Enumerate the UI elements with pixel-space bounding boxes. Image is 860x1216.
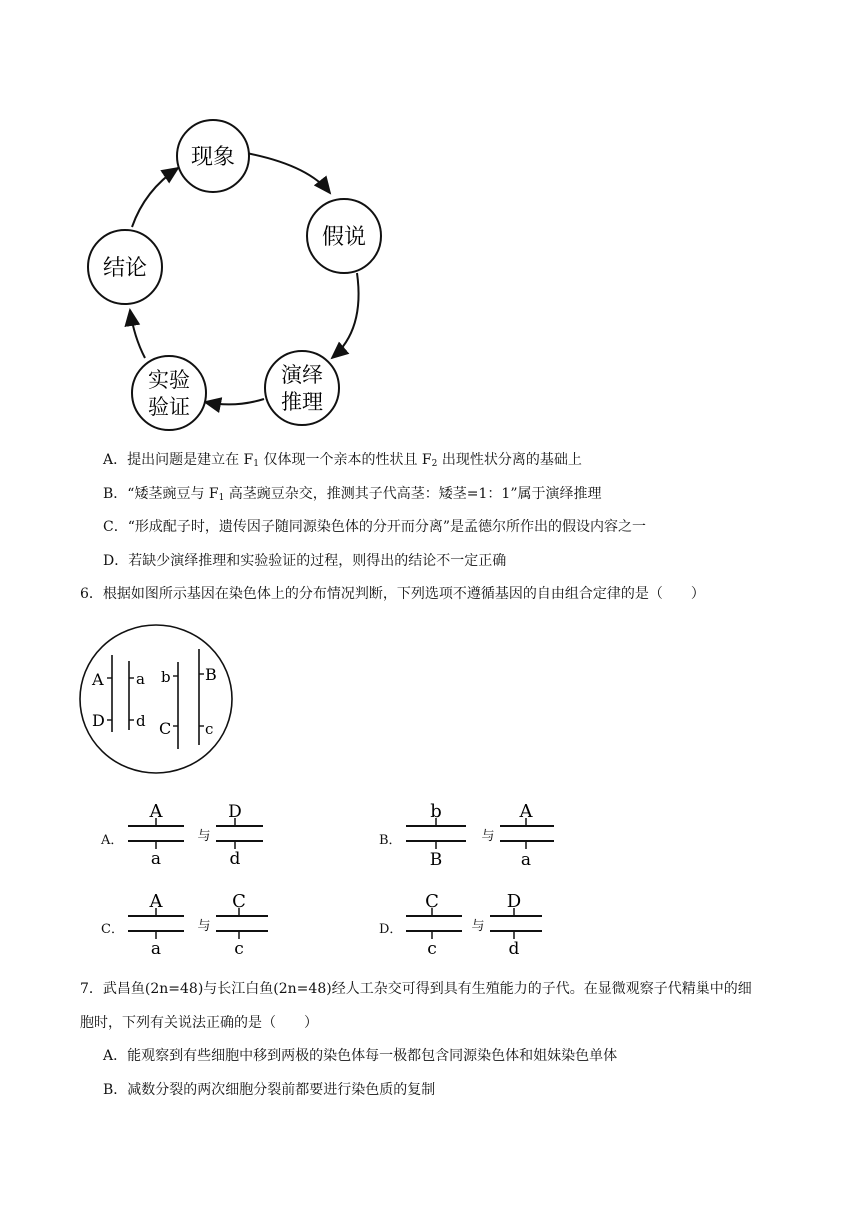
node-deduction xyxy=(265,351,339,425)
gene-label-A: A xyxy=(92,670,104,689)
gene-label-a: a xyxy=(136,670,145,688)
svg-text:B: B xyxy=(429,850,443,870)
gene-label-b: b xyxy=(161,668,171,686)
q6-option-c-label: C． xyxy=(101,922,124,937)
q6-cell-chromosome-diagram xyxy=(78,622,238,778)
svg-text:a: a xyxy=(520,850,532,870)
svg-text:推理: 推理 xyxy=(281,390,323,414)
svg-text:D: D xyxy=(228,802,242,822)
q6-option-a-diagram xyxy=(126,802,276,872)
svg-text:与: 与 xyxy=(481,829,495,844)
gene-label-d: d xyxy=(136,712,146,730)
node-phenomenon xyxy=(177,120,249,192)
node-conclusion xyxy=(88,230,162,304)
svg-text:A: A xyxy=(519,802,533,822)
svg-text:C: C xyxy=(425,891,439,912)
q7-stem-line1: 7．武昌鱼(2n=48)与长江白鱼(2n=48)经人工杂交可得到具有生殖能力的子代。在显微观察子代精巢中的细 xyxy=(80,981,752,997)
arrow-verification-to-conclusion xyxy=(130,310,145,358)
q7-option-a: A．能观察到有些细胞中移到两极的染色体每一极都包含同源染色体和姐妹染色单体 xyxy=(103,1048,618,1064)
svg-text:现象: 现象 xyxy=(190,145,236,170)
svg-text:实验: 实验 xyxy=(148,368,190,392)
q5-option-a: A．提出问题是建立在 $F_1$ 仅体现一个亲本的性状且 $F_2$ 出现性状分离的基础上 xyxy=(103,452,582,469)
arrow-hypothesis-to-deduction xyxy=(332,273,359,358)
gene-label-D: D xyxy=(92,711,105,730)
q7-stem-line2: 胞时，下列有关说法正确的是（ ） xyxy=(80,1015,318,1031)
svg-text:A: A xyxy=(149,891,163,912)
q6-option-d-diagram xyxy=(404,890,554,960)
svg-text:a: a xyxy=(150,849,162,869)
svg-text:与: 与 xyxy=(471,919,485,934)
svg-text:与: 与 xyxy=(197,919,211,934)
svg-text:验证: 验证 xyxy=(148,395,190,419)
q5-option-d: D．若缺少演绎推理和实验验证的过程，则得出的结论不一定正确 xyxy=(103,553,507,569)
svg-text:b: b xyxy=(430,802,442,822)
q6-stem: 6．根据如图所示基因在染色体上的分布情况判断，下列选项不遵循基因的自由组合定律的是（ ） xyxy=(80,586,705,602)
svg-text:C: C xyxy=(232,891,246,912)
svg-text:结论: 结论 xyxy=(102,256,148,281)
svg-text:a: a xyxy=(150,939,162,959)
q6-option-d-label: D． xyxy=(379,922,403,937)
gene-label-C: C xyxy=(159,719,172,738)
hypothetico-deductive-cycle-diagram xyxy=(80,105,400,445)
gene-label-c: c xyxy=(205,720,214,738)
arrow-phenomenon-to-hypothesis xyxy=(246,153,330,193)
svg-text:与: 与 xyxy=(197,829,211,844)
q6-option-b-diagram xyxy=(404,802,564,872)
q6-option-c-diagram xyxy=(126,890,276,960)
q7-option-b: B．减数分裂的两次细胞分裂前都要进行染色质的复制 xyxy=(103,1082,436,1098)
svg-text:演绎: 演绎 xyxy=(281,363,323,387)
svg-text:c: c xyxy=(427,939,437,959)
svg-text:D: D xyxy=(506,891,522,912)
node-hypothesis xyxy=(307,199,381,273)
q5-option-c: C．“形成配子时，遗传因子随同源染色体的分开而分离”是孟德尔所作出的假设内容之一 xyxy=(103,519,647,535)
svg-text:d: d xyxy=(229,849,241,869)
svg-text:c: c xyxy=(234,939,244,959)
gene-label-B: B xyxy=(205,665,217,684)
svg-text:d: d xyxy=(508,939,520,959)
arrow-deduction-to-verification xyxy=(205,399,264,404)
q6-option-a-label: A． xyxy=(101,833,124,848)
svg-text:假说: 假说 xyxy=(321,225,367,250)
svg-text:A: A xyxy=(149,802,163,822)
node-verification xyxy=(132,356,206,430)
q5-option-b: B．“矮茎豌豆与 $F_1$ 高茎豌豆杂交，推测其子代高茎：矮茎=1：1”属于演绎推理 xyxy=(103,486,602,503)
q6-option-b-label: B． xyxy=(379,833,402,848)
arrow-conclusion-to-phenomenon xyxy=(132,168,178,227)
